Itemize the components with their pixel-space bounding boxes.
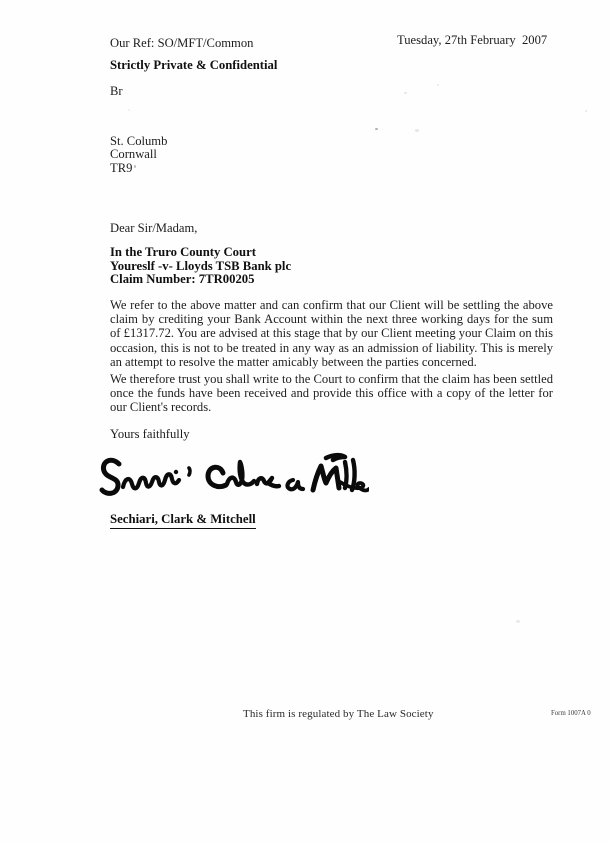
scan-speckle (516, 620, 520, 623)
body-paragraph: We refer to the above matter and can confirm that our Client will be settling the above claim by crediting your Bank Account within the next three working days for the sum of £1317.72. You are advised at this stage that by our Client meeting your Claim on this occasion, this is not to be treated in any way as an admission of liability. This is merely an attempt to resolve the matter amicably between the parties concerned. (110, 298, 553, 369)
scan-speckle (415, 129, 419, 132)
addressee-name: Br (110, 84, 123, 98)
address-line-postcode: TR9 (110, 160, 133, 175)
address-line-town: St. Columb (110, 134, 168, 148)
scan-speckle (585, 110, 587, 112)
scan-speckle (134, 165, 136, 168)
parties-line: Youreslf -v- Lloyds TSB Bank plc (110, 258, 292, 273)
closing-line: Yours faithfully (110, 427, 190, 441)
regulation-footer: This firm is regulated by The Law Society (243, 708, 434, 720)
our-ref: Our Ref: SO/MFT/Common (110, 36, 254, 50)
scan-speckle (437, 84, 439, 86)
salutation: Dear Sir/Madam, (110, 221, 198, 235)
court-line: In the Truro County Court (110, 245, 256, 259)
case-heading-block (110, 246, 291, 287)
signature-image (97, 448, 369, 506)
letter-date: Tuesday, 27th February 2007 (397, 33, 548, 47)
scan-speckle (404, 92, 407, 94)
claim-number-line: Claim Number: 7TR00205 (110, 272, 255, 286)
body-paragraph: We therefore trust you shall write to the Court to confirm that the claim has been settled once the funds have been received and provide this office with a copy of the letter for our Client's records. (110, 372, 553, 415)
form-reference: Form 1007A 0 (551, 710, 591, 717)
scan-speckle (128, 109, 130, 111)
address-block (110, 135, 167, 175)
confidential-label: Strictly Private & Confidential (110, 58, 278, 72)
address-line-county: Cornwall (110, 147, 157, 162)
firm-name: Sechiari, Clark & Mitchell (110, 512, 256, 529)
scan-speckle (375, 128, 378, 130)
